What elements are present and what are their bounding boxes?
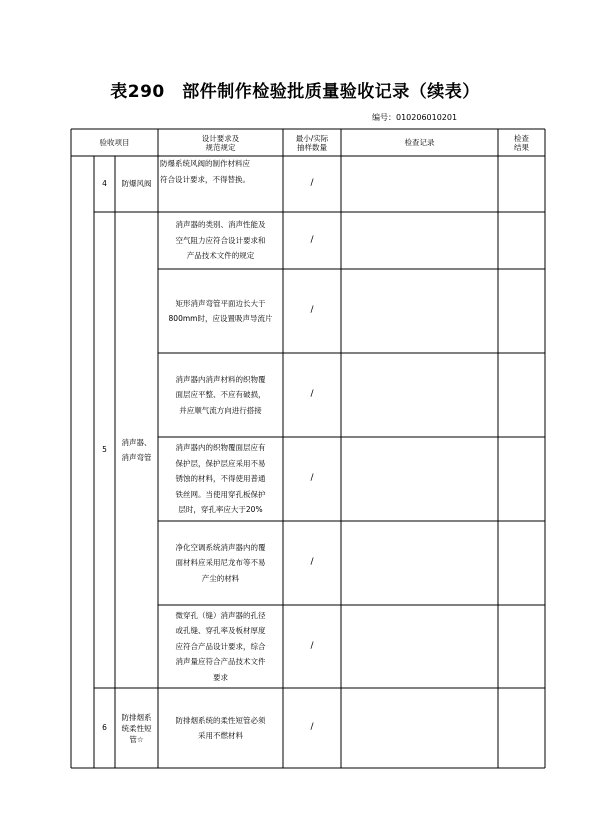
requirement-line: 消声器内消声材料的织物覆 <box>175 374 266 384</box>
header-design-line: 规范规定 <box>205 142 236 152</box>
requirement-text <box>158 688 283 768</box>
sample-count: / <box>310 722 314 733</box>
requirement-text <box>158 156 283 212</box>
requirement-text <box>158 437 283 521</box>
header-design-line: 设计要求及 <box>201 133 240 143</box>
sample-count: / <box>310 640 314 651</box>
header-result-line: 结果 <box>514 142 529 152</box>
item-name <box>115 688 158 768</box>
requirement-line: 符合设计要求，不得替换。 <box>160 174 250 184</box>
requirement-line: 面层应平整、不应有破损， <box>175 390 266 400</box>
header-sample <box>283 129 341 156</box>
requirement-line: 保护层，保护层应采用不易 <box>175 458 266 468</box>
requirement-line: 层时，穿孔率应大于20% <box>178 505 263 515</box>
sample-count: / <box>310 557 314 568</box>
requirement-text <box>158 521 283 605</box>
requirement-line: 产品技术文件的规定 <box>186 251 255 261</box>
item-number: 4 <box>102 179 107 189</box>
requirement-line: 铁丝网。当使用穿孔板保护 <box>175 489 266 499</box>
requirement-line: 消声量应符合产品技术文件 <box>175 657 266 667</box>
requirement-line: 防排烟系统的柔性短管必须 <box>175 715 266 725</box>
requirement-line: 或孔缝、穿孔率及板材厚度 <box>175 626 266 636</box>
item-name-line: 管☆ <box>129 734 144 744</box>
requirement-text <box>158 605 283 688</box>
sample-count: / <box>310 178 314 189</box>
header-result-line: 检查 <box>514 133 529 143</box>
requirement-line: 防爆系统风阀的制作材料应 <box>160 159 250 168</box>
item-name-line: 消声弯管 <box>121 453 152 462</box>
requirement-text <box>158 212 283 269</box>
item-number: 6 <box>102 723 107 733</box>
requirement-line: 消声器的类别、消声性能及 <box>175 220 266 230</box>
item-name-line: 统柔性短 <box>121 723 152 733</box>
requirement-line: 消声器内的织物覆面层应有 <box>175 443 266 453</box>
requirement-line: 要求 <box>213 672 228 682</box>
requirement-line: 800mm时，应设置吸声导流片 <box>168 314 273 323</box>
item-name: 防爆风阀 <box>121 179 152 189</box>
requirement-line: 面材料应采用尼龙布等不易 <box>175 558 266 568</box>
requirement-line: 并应顺气流方向进行搭接 <box>179 405 262 415</box>
sample-count: / <box>310 305 314 316</box>
requirement-line: 空气阻力应符合设计要求和 <box>175 235 266 245</box>
item-name-line: 防排烟系 <box>121 712 152 722</box>
requirement-line: 产尘的材料 <box>201 573 240 583</box>
header-design <box>158 129 283 156</box>
sample-count: / <box>310 389 314 400</box>
requirement-text <box>158 353 283 437</box>
header-sample-line: 最小/实际 <box>295 133 329 143</box>
header-result <box>498 129 545 156</box>
header-item: 验收项目 <box>99 137 130 147</box>
requirement-line: 微穿孔（缝）消声器的孔径 <box>175 610 266 620</box>
requirement-text <box>158 269 283 353</box>
item-name <box>115 212 158 688</box>
sample-count: / <box>310 473 314 484</box>
header-sample-line: 抽样数量 <box>297 142 327 152</box>
item-number: 5 <box>102 445 107 455</box>
item-name-line: 消声器、 <box>121 437 152 447</box>
requirement-line: 锈蚀的材料，不得使用普通 <box>175 474 266 484</box>
sample-count: / <box>310 234 314 245</box>
requirement-line: 应符合产品设计要求，综合 <box>175 641 266 651</box>
requirement-line: 矩形消声弯管平面边长大于 <box>175 298 266 308</box>
requirement-line: 采用不燃材料 <box>198 731 243 740</box>
record-code: 编号：010206010201 <box>372 113 458 122</box>
header-record: 检查记录 <box>404 137 435 147</box>
requirement-line: 净化空调系统消声器内的覆 <box>175 542 266 552</box>
page-title: 表290 部件制作检验批质量验收记录（续表） <box>110 82 480 102</box>
